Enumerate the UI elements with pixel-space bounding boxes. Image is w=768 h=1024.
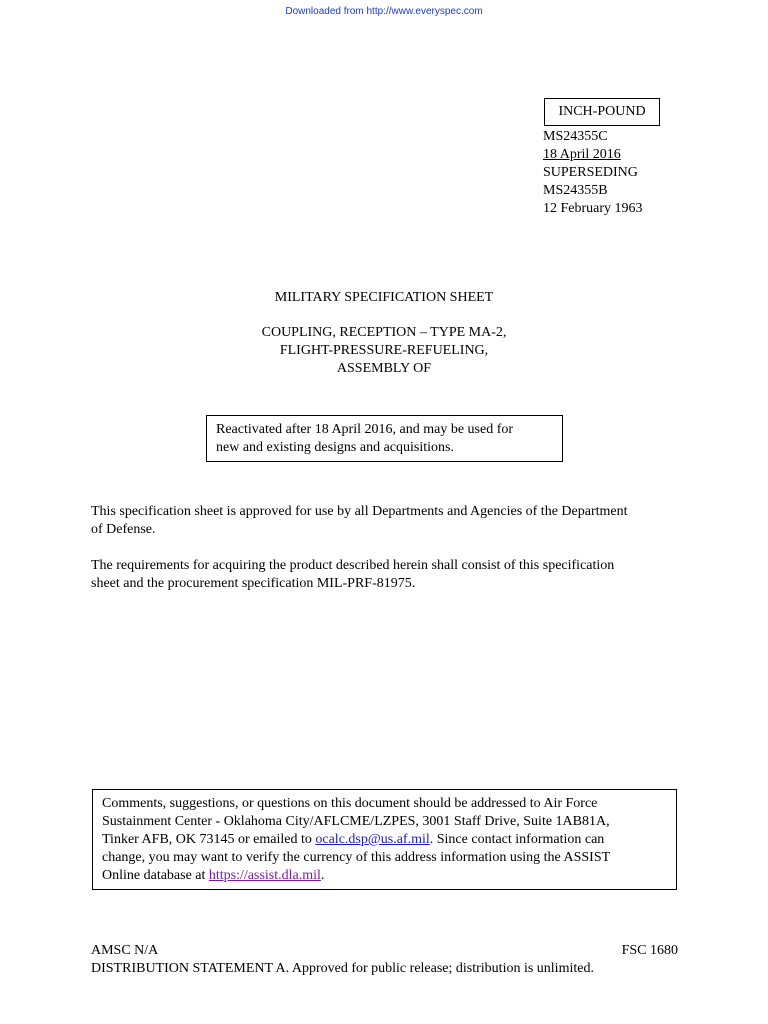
fsc-code: FSC 1680	[621, 943, 678, 958]
assist-database-link[interactable]: https://assist.dla.mil	[208, 868, 321, 883]
contact-line-4: change, you may want to verify the currency of this address information using the ASSIST	[102, 850, 611, 865]
contact-info-box	[92, 789, 677, 890]
superseded-date: 12 February 1963	[543, 201, 643, 216]
reactivation-line-1: Reactivated after 18 April 2016, and may be used for	[216, 422, 514, 437]
amsc-code: AMSC N/A	[91, 943, 159, 958]
approval-line-2: of Defense.	[91, 522, 156, 537]
requirements-line-1: The requirements for acquiring the product described herein shall consist of this specification	[91, 558, 615, 573]
unit-system-box: INCH-POUND	[544, 98, 660, 126]
contact-line-5-prefix: Online database at	[102, 868, 209, 883]
distribution-statement: DISTRIBUTION STATEMENT A. Approved for public release; distribution is unlimited.	[91, 961, 594, 976]
title-line-2: FLIGHT-PRESSURE-REFUELING,	[279, 343, 489, 358]
contact-line-3	[102, 831, 672, 849]
document-date: 18 April 2016	[543, 147, 621, 162]
contact-line-2: Sustainment Center - Oklahoma City/AFLCME/LZPES, 3001 Staff Drive, Suite 1AB81A,	[102, 814, 610, 829]
approval-paragraph	[91, 503, 681, 539]
reactivation-line-2: new and existing designs and acquisitions.	[216, 440, 454, 455]
document-identifiers	[543, 128, 643, 218]
reactivation-notice-box	[206, 415, 563, 462]
superseding-label: SUPERSEDING	[543, 165, 638, 180]
requirements-paragraph	[91, 557, 681, 593]
contact-line-3-suffix: . Since contact information can	[429, 832, 605, 847]
requirements-line-2: sheet and the procurement specification MIL-PRF-81975.	[91, 576, 416, 591]
approval-line-1: This specification sheet is approved for use by all Departments and Agencies of the Department	[91, 504, 628, 519]
contact-email-link[interactable]: ocalc.dsp@us.af.mil	[315, 832, 430, 847]
title-line-1: COUPLING, RECEPTION – TYPE MA-2,	[261, 325, 507, 340]
contact-line-3-prefix: Tinker AFB, OK 73145 or emailed to	[102, 832, 316, 847]
contact-line-5-suffix: .	[320, 868, 325, 883]
superseded-number: MS24355B	[543, 183, 608, 198]
contact-line-1: Comments, suggestions, or questions on this document should be addressed to Air Force	[102, 796, 598, 811]
contact-line-5	[102, 867, 672, 885]
title-line-3: ASSEMBLY OF	[336, 361, 432, 376]
document-title	[0, 324, 768, 378]
download-source-link[interactable]: Downloaded from http://www.everyspec.com	[285, 6, 483, 17]
sheet-type-heading: MILITARY SPECIFICATION SHEET	[274, 290, 494, 305]
document-number: MS24355C	[543, 129, 608, 144]
